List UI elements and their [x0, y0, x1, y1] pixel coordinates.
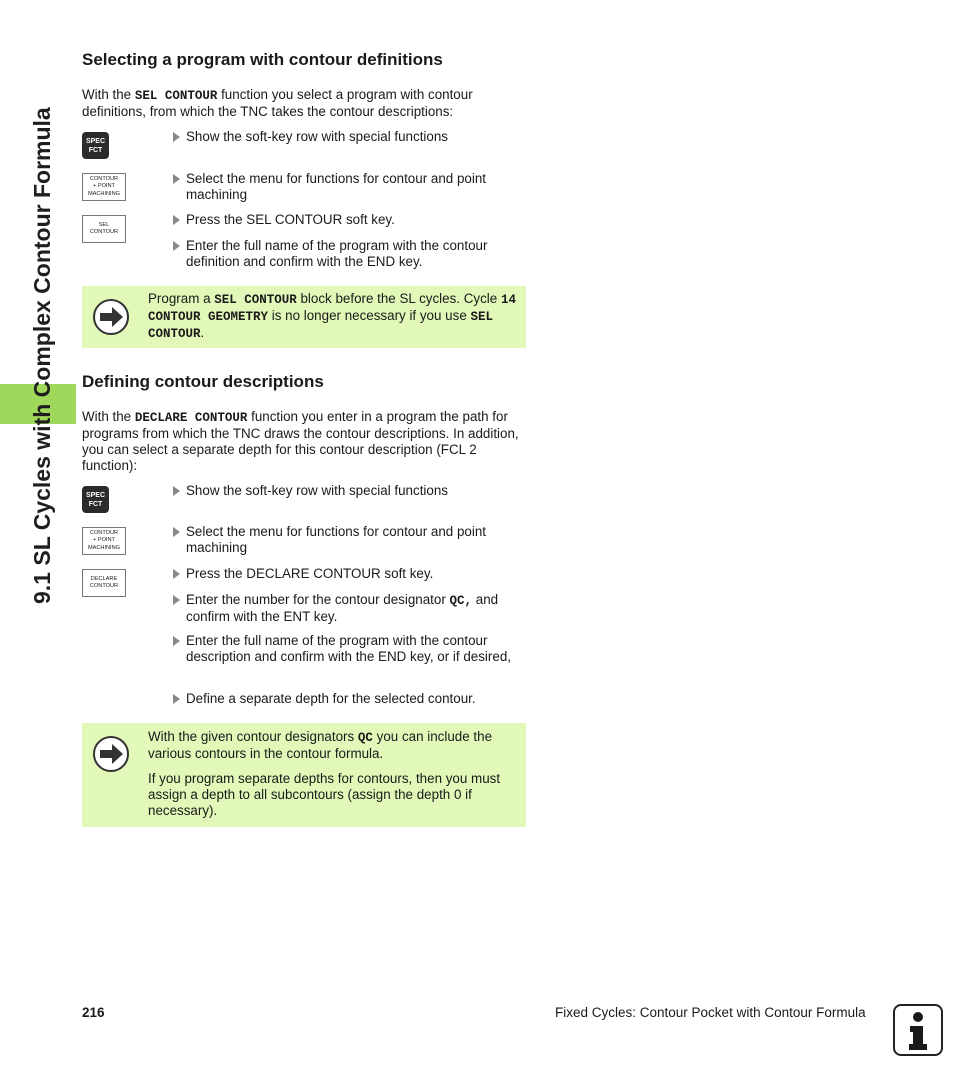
triangle-right-icon: [173, 215, 180, 225]
step-item: Select the menu for functions for contour and point machining: [172, 171, 541, 203]
step-item: Press the SEL CONTOUR soft key.: [172, 212, 541, 228]
note-box: [82, 723, 526, 827]
triangle-right-icon: [173, 486, 180, 496]
triangle-right-icon: [173, 636, 180, 646]
note-box: [82, 286, 526, 348]
triangle-right-icon: [173, 595, 180, 605]
section2-intro: With the DECLARE CONTOUR function you enter in a program the path for programs from which the TNC draws the contour descriptions. In addition, you can select a separate depth for this contour description (FCL 2 function):: [82, 409, 519, 473]
info-icon[interactable]: [893, 1004, 943, 1056]
section-heading-defining-contour: Defining contour descriptions: [82, 372, 324, 391]
section1-intro: With the SEL CONTOUR function you select a program with contour definitions, from which the TNC takes the contour descriptions:: [82, 87, 473, 119]
step-item: Enter the number for the contour designator QC, and confirm with the ENT key.: [172, 592, 541, 625]
spec-fct-key[interactable]: SPEC FCT: [82, 132, 109, 159]
code-qc: QC,: [449, 594, 473, 608]
step-item: Select the menu for functions for contour and point machining: [172, 524, 541, 556]
book-title: Fixed Cycles: Contour Pocket with Contour Formula: [555, 1005, 866, 1020]
step-item: Enter the full name of the program with the contour definition and confirm with the END key.: [172, 238, 541, 270]
triangle-right-icon: [173, 527, 180, 537]
step-item: Show the soft-key row with special functions: [172, 129, 541, 145]
code-declare-contour: DECLARE CONTOUR: [134, 411, 248, 425]
contour-point-machining-softkey[interactable]: CONTOUR + POINT MACHINING: [82, 173, 126, 201]
note-text: Program a SEL CONTOUR block before the SL cycles. Cycle 14 CONTOUR GEOMETRY is no longer necessary if you use SEL CONTOUR.: [148, 291, 516, 341]
declare-contour-softkey[interactable]: DECLARE CONTOUR: [82, 569, 126, 597]
contour-point-machining-softkey[interactable]: CONTOUR + POINT MACHINING: [82, 527, 126, 555]
info-glyph: [895, 1006, 941, 1054]
triangle-right-icon: [173, 241, 180, 251]
arrow-right-circle-icon: [92, 735, 130, 773]
code-sel-contour: SEL CONTOUR: [134, 89, 218, 103]
step-item: Press the DECLARE CONTOUR soft key.: [172, 566, 541, 582]
note-text: If you program separate depths for contours, then you must assign a depth to all subcontours (assign the depth 0 if necessary).: [148, 771, 501, 818]
step-item: Show the soft-key row with special functions: [172, 483, 541, 499]
page-number: 216: [82, 1005, 105, 1020]
step-item: Define a separate depth for the selected contour.: [172, 691, 541, 707]
triangle-right-icon: [173, 569, 180, 579]
step-item: Enter the full name of the program with the contour description and confirm with the END key, or if desired,: [172, 633, 541, 665]
triangle-right-icon: [173, 694, 180, 704]
note-text: With the given contour designators QC you can include the various contours in the contour formula.: [148, 729, 493, 761]
triangle-right-icon: [173, 132, 180, 142]
triangle-right-icon: [173, 174, 180, 184]
spec-fct-key[interactable]: SPEC FCT: [82, 486, 109, 513]
sel-contour-softkey[interactable]: SEL CONTOUR: [82, 215, 126, 243]
chapter-title: 9.1 SL Cycles with Complex Contour Formula: [29, 107, 55, 604]
section-heading-select-program: Selecting a program with contour definitions: [82, 50, 443, 69]
arrow-right-circle-icon: [92, 298, 130, 336]
